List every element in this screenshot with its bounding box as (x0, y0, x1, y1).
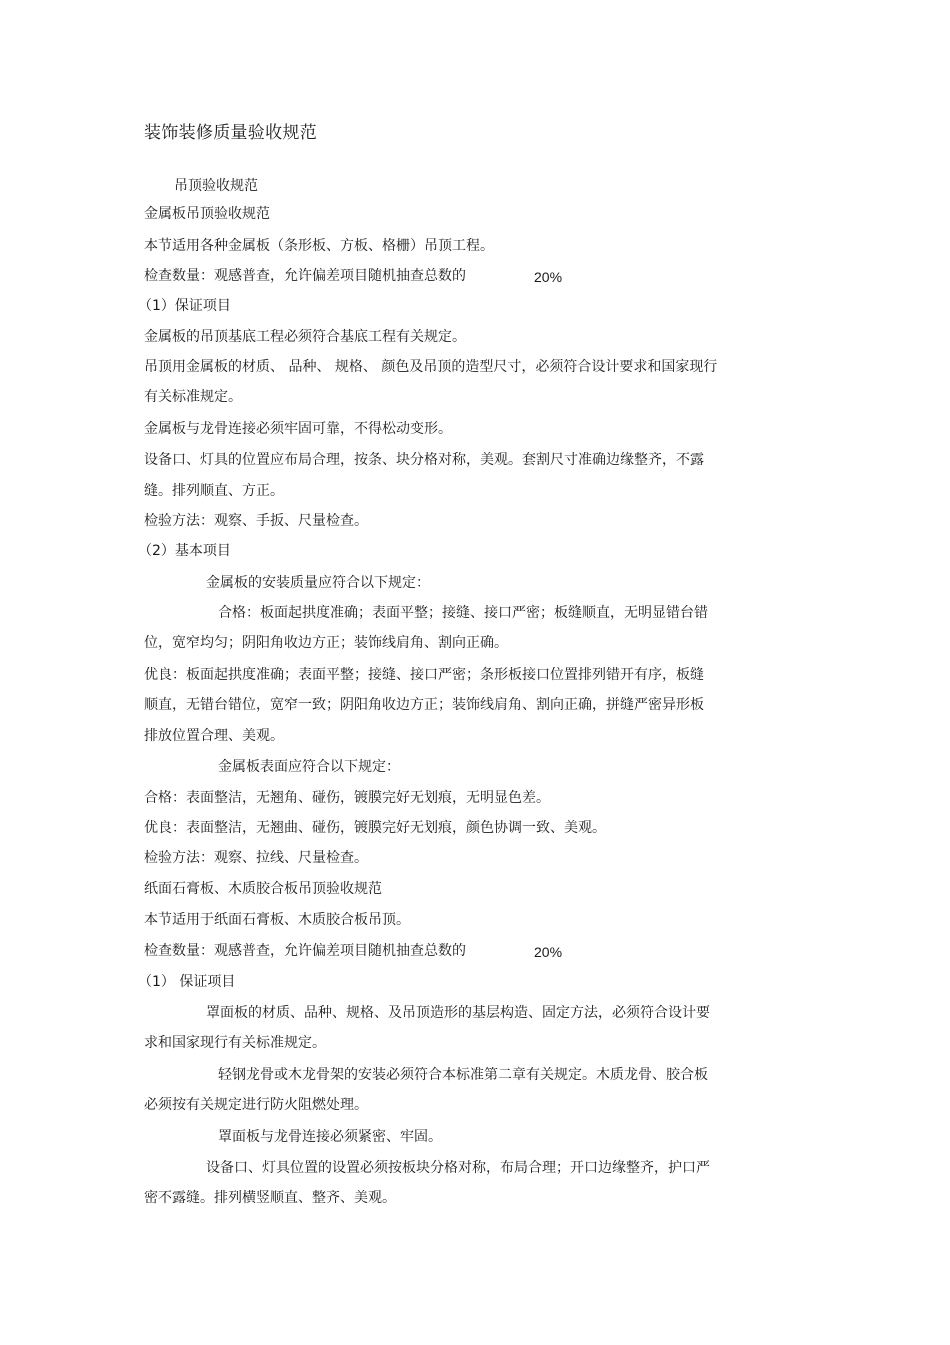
item-heading: （1）保证项目 (138, 298, 231, 314)
paragraph-line: 优良：表面整洁，无翘曲、碰伤，镀膜完好无划痕，颜色协调一致、美观。 (144, 820, 606, 836)
item-heading: （1） 保证项目 (138, 974, 236, 990)
paragraph-line: 缝。排列顺直、方正。 (144, 483, 284, 499)
paragraph-line: 金属板的吊顶基底工程必须符合基底工程有关规定。 (144, 329, 466, 345)
item-heading: （2）基本项目 (138, 543, 231, 559)
paragraph-line: 本节适用于纸面石膏板、木质胶合板吊顶。 (144, 912, 410, 928)
paragraph-line: 位，宽窄均匀；阴阳角收边方正；装饰线肩角、割向正确。 (144, 635, 508, 651)
paragraph-line: 顺直，无错台错位，宽窄一致；阴阳角收边方正；装饰线肩角、割向正确，拼缝严密异形板 (144, 697, 704, 713)
percent-value: 20% (534, 944, 563, 960)
paragraph-line: 罩面板与龙骨连接必须紧密、牢固。 (218, 1129, 442, 1145)
paragraph-line: 必须按有关规定进行防火阻燃处理。 (144, 1097, 368, 1113)
section-heading-ceiling: 吊顶验收规范 (174, 178, 258, 194)
document-title: 装饰装修质量验收规范 (144, 123, 317, 143)
paragraph-line: 检查数量：观感普查，允许偏差项目随机抽查总数的 (144, 268, 466, 284)
paragraph-line: 有关标准规定。 (144, 389, 242, 405)
paragraph-line: 检验方法：观察、拉线、尺量检查。 (144, 850, 368, 866)
paragraph-line: 金属板与龙骨连接必须牢固可靠，不得松动变形。 (144, 421, 452, 437)
percent-value: 20% (534, 269, 563, 285)
paragraph-line: 优良：板面起拱度准确；表面平整；接缝、接口严密；条形板接口位置排列错开有序，板缝 (144, 667, 704, 683)
paragraph-line: 求和国家现行有关标准规定。 (144, 1035, 326, 1051)
paragraph-line: 合格：板面起拱度准确；表面平整；接缝、接口严密；板缝顺直，无明显错台错 (218, 605, 708, 621)
paragraph-line: 合格：表面整洁，无翘角、碰伤，镀膜完好无划痕，无明显色差。 (144, 790, 550, 806)
paragraph-line: 吊顶用金属板的材质、 品种、 规格、 颜色及吊顶的造型尺寸，必须符合设计要求和国家现行 (144, 359, 718, 375)
subsection-heading-metal-panel: 金属板吊顶验收规范 (144, 206, 270, 222)
subsection-heading-gypsum: 纸面石膏板、木质胶合板吊顶验收规范 (144, 881, 382, 897)
paragraph-line: 罩面板的材质、品种、规格、及吊顶造形的基层构造、固定方法，必须符合设计要 (206, 1005, 710, 1021)
paragraph-line: 金属板的安装质量应符合以下规定： (206, 575, 430, 591)
paragraph-line: 密不露缝。排列横竖顺直、整齐、美观。 (144, 1190, 396, 1206)
paragraph-line: 轻钢龙骨或木龙骨架的安装必须符合本标准第二章有关规定。木质龙骨、胶合板 (218, 1067, 708, 1083)
paragraph-line: 本节适用各种金属板（条形板、方板、格栅）吊顶工程。 (144, 238, 494, 254)
paragraph-line: 金属板表面应符合以下规定： (218, 759, 400, 775)
paragraph-line: 检验方法：观察、手扳、尺量检查。 (144, 513, 368, 529)
paragraph-line: 设备口、灯具位置的设置必须按板块分格对称，布局合理；开口边缘整齐，护口严 (206, 1160, 710, 1176)
paragraph-line: 排放位置合理、美观。 (144, 728, 284, 744)
paragraph-line: 检查数量：观感普查，允许偏差项目随机抽查总数的 (144, 943, 466, 959)
paragraph-line: 设备口、灯具的位置应布局合理，按条、块分格对称，美观。套割尺寸准确边缘整齐，不露 (144, 452, 704, 468)
